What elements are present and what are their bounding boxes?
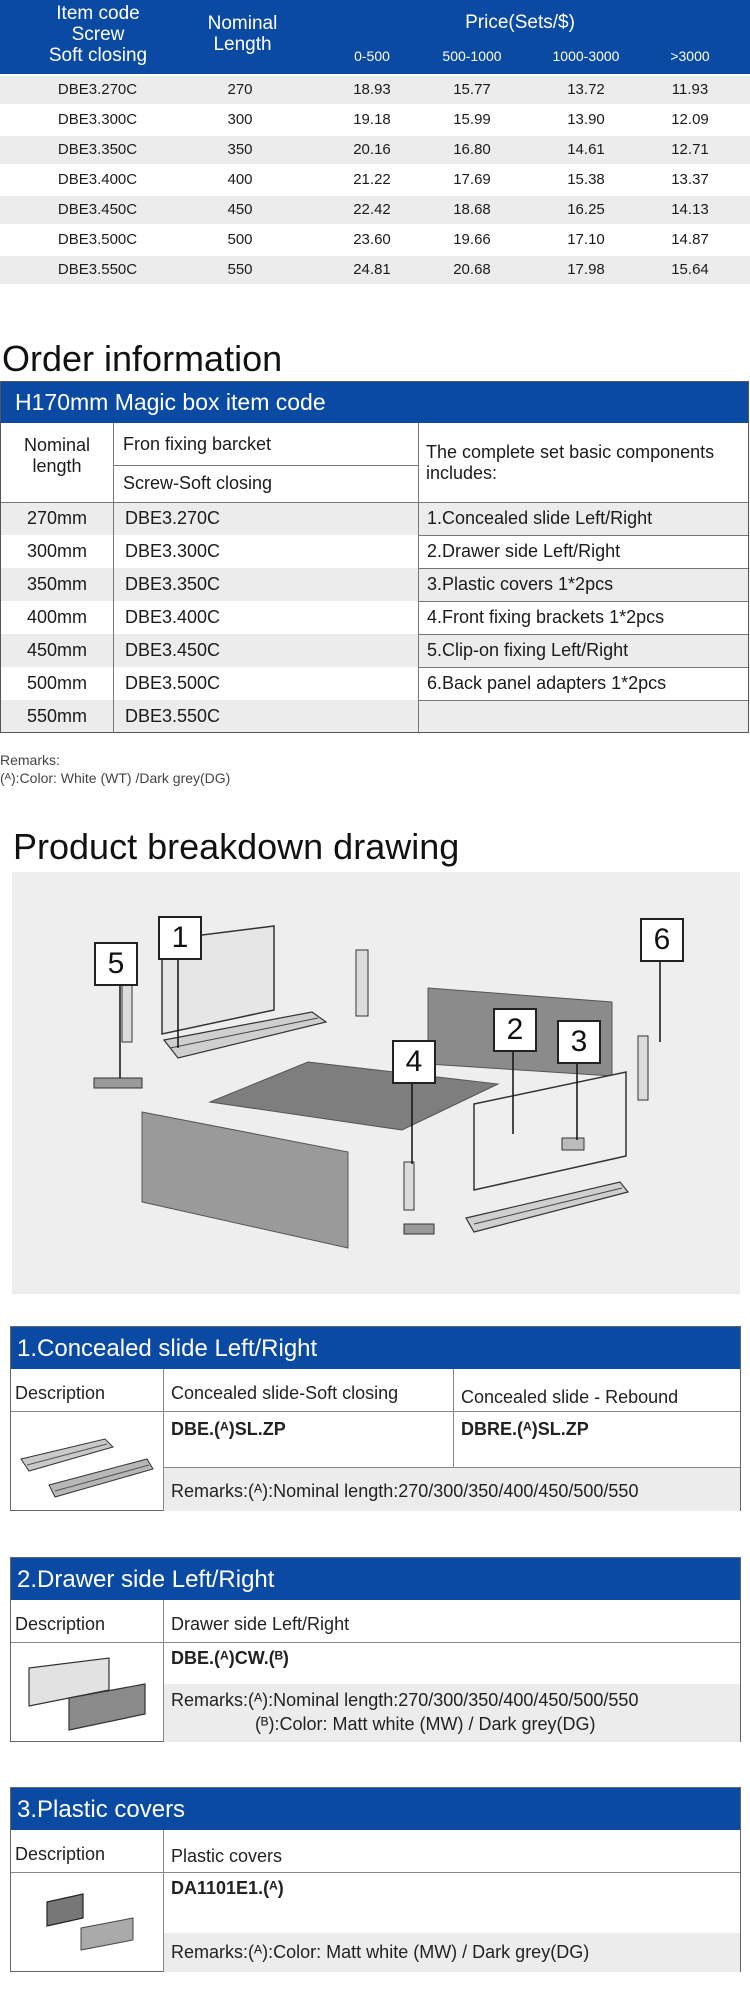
divider <box>113 465 418 466</box>
price-cell: 15.77 <box>453 81 491 98</box>
spec-3-title: 3.Plastic covers <box>17 1796 186 1823</box>
divider <box>418 667 748 668</box>
length-cell: 500mm <box>26 673 88 693</box>
nominal-length: 450 <box>227 201 253 218</box>
divider <box>11 1642 740 1643</box>
spec-2-header <box>11 1558 740 1600</box>
price-row <box>0 226 750 254</box>
price-cell: 15.99 <box>453 111 491 128</box>
price-cell: 14.87 <box>671 231 709 248</box>
callout-3: 3 <box>557 1020 601 1064</box>
order-table <box>0 381 749 733</box>
description-label: Description <box>15 1383 106 1403</box>
price-cell: 17.98 <box>567 261 605 278</box>
price-cell: 23.60 <box>353 231 391 248</box>
nominal-length: 270 <box>227 81 253 98</box>
item-code: DBE3.300C <box>57 111 138 128</box>
divider <box>418 568 748 569</box>
item-code: DBE3.500C <box>57 231 138 248</box>
price-cell: 18.68 <box>453 201 491 218</box>
price-row <box>0 196 750 224</box>
length-cell: 400mm <box>26 607 88 627</box>
column-rebound: Concealed slide - Rebound <box>461 1387 679 1407</box>
price-cell: 20.16 <box>353 141 391 158</box>
item-code: DBE3.350C <box>57 141 138 158</box>
spec-3-header <box>11 1788 740 1830</box>
price-cell: 15.38 <box>567 171 605 188</box>
price-row <box>0 106 750 134</box>
code-cell: DBE3.400C <box>125 607 221 627</box>
order-remarks-text: (ᴬ):Color: White (WT) /Dark grey(DG) <box>0 770 231 786</box>
spec-2-remarks-1: Remarks:(ᴬ):Nominal length:270/300/350/400/450/500/550 <box>171 1690 639 1710</box>
price-cell: 13.37 <box>671 171 709 188</box>
order-table-header <box>1 382 748 423</box>
callout-2: 2 <box>493 1008 537 1052</box>
item-code: DBE3.450C <box>57 201 138 218</box>
column-plastic-covers: Plastic covers <box>171 1846 283 1866</box>
callout-6: 6 <box>640 918 684 962</box>
divider <box>418 634 748 635</box>
nominal-length: 300 <box>227 111 253 128</box>
spec-1-remarks: Remarks:(ᴬ):Nominal length:270/300/350/400/450/500/550 <box>171 1481 639 1501</box>
divider <box>11 1872 740 1873</box>
nominal-length: 550 <box>227 261 253 278</box>
divider <box>418 423 419 733</box>
price-cell: 13.72 <box>567 81 605 98</box>
spec-plastic-covers <box>10 1787 741 1972</box>
price-row <box>0 136 750 164</box>
callout-4: 4 <box>392 1040 436 1084</box>
price-cell: 14.61 <box>567 141 605 158</box>
component-cell: 6.Back panel adapters 1*2pcs <box>427 673 667 693</box>
spec-3-remarks: Remarks:(ᴬ):Color: Matt white (MW) / Dark grey(DG) <box>171 1942 590 1962</box>
price-cell: 18.93 <box>353 81 391 98</box>
item-code: DBE3.270C <box>57 81 138 98</box>
price-cell: 12.09 <box>671 111 709 128</box>
price-header: Price(Sets/$) <box>465 12 575 33</box>
spec-1-title: 1.Concealed slide Left/Right <box>17 1335 318 1362</box>
price-row <box>0 256 750 284</box>
code-cell: DBE3.500C <box>125 673 221 693</box>
nominal-length: 400 <box>227 171 253 188</box>
breakdown-drawing <box>12 872 740 1294</box>
price-cell: 16.25 <box>567 201 605 218</box>
item-code: DBE3.550C <box>57 261 138 278</box>
divider <box>113 423 114 733</box>
drawer-side-image <box>19 1650 159 1736</box>
item-code: DBE3.400C <box>57 171 138 188</box>
length-cell: 300mm <box>26 541 88 561</box>
divider <box>418 700 748 701</box>
nominal-length-header-l2: length <box>32 456 82 476</box>
spec-concealed-slide <box>10 1326 741 1511</box>
length-cell: 270mm <box>26 508 88 528</box>
code-cell: DBE3.450C <box>125 640 221 660</box>
length-header: Length <box>213 34 272 55</box>
price-cell: 17.10 <box>567 231 605 248</box>
code-cell: DBE3.350C <box>125 574 221 594</box>
price-cell: 15.64 <box>671 261 709 278</box>
price-cell: 17.69 <box>453 171 491 188</box>
code-soft-closing: DBE.(ᴬ)SL.ZP <box>171 1419 286 1439</box>
component-cell: 5.Clip-on fixing Left/Right <box>427 640 629 660</box>
spec-2-remarks-2: (ᴮ):Color: Matt white (MW) / Dark grey(DG) <box>255 1714 596 1734</box>
item-code-header-soft: Soft closing <box>48 45 148 66</box>
price-row <box>0 166 750 194</box>
price-row <box>0 76 750 104</box>
divider <box>418 535 748 536</box>
price-cell: 11.93 <box>671 81 709 98</box>
tier-header: >3000 <box>670 48 710 64</box>
callout-5: 5 <box>94 942 138 986</box>
price-cell: 14.13 <box>671 201 709 218</box>
code-drawer-side: DBE.(ᴬ)CW.(ᴮ) <box>171 1648 289 1668</box>
item-code-header: Item code <box>56 3 140 24</box>
price-cell: 13.90 <box>567 111 605 128</box>
concealed-slide-image <box>15 1419 159 1505</box>
length-cell: 350mm <box>26 574 88 594</box>
code-cell: DBE3.300C <box>125 541 221 561</box>
code-plastic-covers: DA1101E1.(ᴬ) <box>171 1878 284 1898</box>
nominal-header: Nominal <box>207 13 278 34</box>
spec-2-title: 2.Drawer side Left/Right <box>17 1566 275 1593</box>
exploded-view-illustration <box>12 872 740 1294</box>
nominal-length: 350 <box>227 141 253 158</box>
divider <box>418 601 748 602</box>
price-table-header <box>0 0 750 74</box>
price-cell: 12.71 <box>671 141 709 158</box>
tier-header: 1000-3000 <box>552 48 620 64</box>
price-cell: 16.80 <box>453 141 491 158</box>
order-information-title: Order information <box>2 338 283 379</box>
components-header: The complete set basic components <box>426 442 715 462</box>
code-rebound: DBRE.(ᴬ)SL.ZP <box>461 1419 589 1439</box>
column-soft-closing: Concealed slide-Soft closing <box>171 1383 399 1403</box>
item-code-header-screw: Screw <box>71 24 125 45</box>
divider <box>453 1369 454 1467</box>
component-cell: 1.Concealed slide Left/Right <box>427 508 653 528</box>
callout-1: 1 <box>158 916 202 960</box>
fixing-bracket-header: Fron fixing barcket <box>123 434 272 454</box>
price-cell: 20.68 <box>453 261 491 278</box>
plastic-covers-image <box>41 1888 141 1958</box>
divider <box>11 1411 740 1412</box>
spec-1-header <box>11 1327 740 1369</box>
spec-drawer-side <box>10 1557 741 1742</box>
price-cell: 19.66 <box>453 231 491 248</box>
price-cell: 22.42 <box>353 201 391 218</box>
price-cell: 19.18 <box>353 111 391 128</box>
nominal-length: 500 <box>227 231 253 248</box>
column-drawer-side: Drawer side Left/Right <box>171 1614 350 1634</box>
component-cell: 2.Drawer side Left/Right <box>427 541 621 561</box>
nominal-length-header: Nominal <box>23 435 91 455</box>
description-label: Description <box>15 1614 106 1634</box>
price-cell: 21.22 <box>353 171 391 188</box>
length-cell: 450mm <box>26 640 88 660</box>
price-cell: 24.81 <box>353 261 391 278</box>
divider <box>1 502 748 503</box>
component-cell: 3.Plastic covers 1*2pcs <box>427 574 614 594</box>
screw-soft-closing-header: Screw-Soft closing <box>123 473 273 493</box>
components-header-l2: includes: <box>426 463 498 483</box>
code-cell: DBE3.270C <box>125 508 221 528</box>
breakdown-title: Product breakdown drawing <box>13 826 460 867</box>
component-cell: 4.Front fixing brackets 1*2pcs <box>427 607 665 627</box>
code-cell: DBE3.550C <box>125 706 221 726</box>
tier-header: 500-1000 <box>442 48 502 64</box>
length-cell: 550mm <box>26 706 88 726</box>
tier-header: 0-500 <box>354 48 390 64</box>
description-label: Description <box>15 1844 106 1864</box>
order-remarks-label: Remarks: <box>0 752 60 768</box>
order-table-title: H170mm Magic box item code <box>15 389 326 415</box>
